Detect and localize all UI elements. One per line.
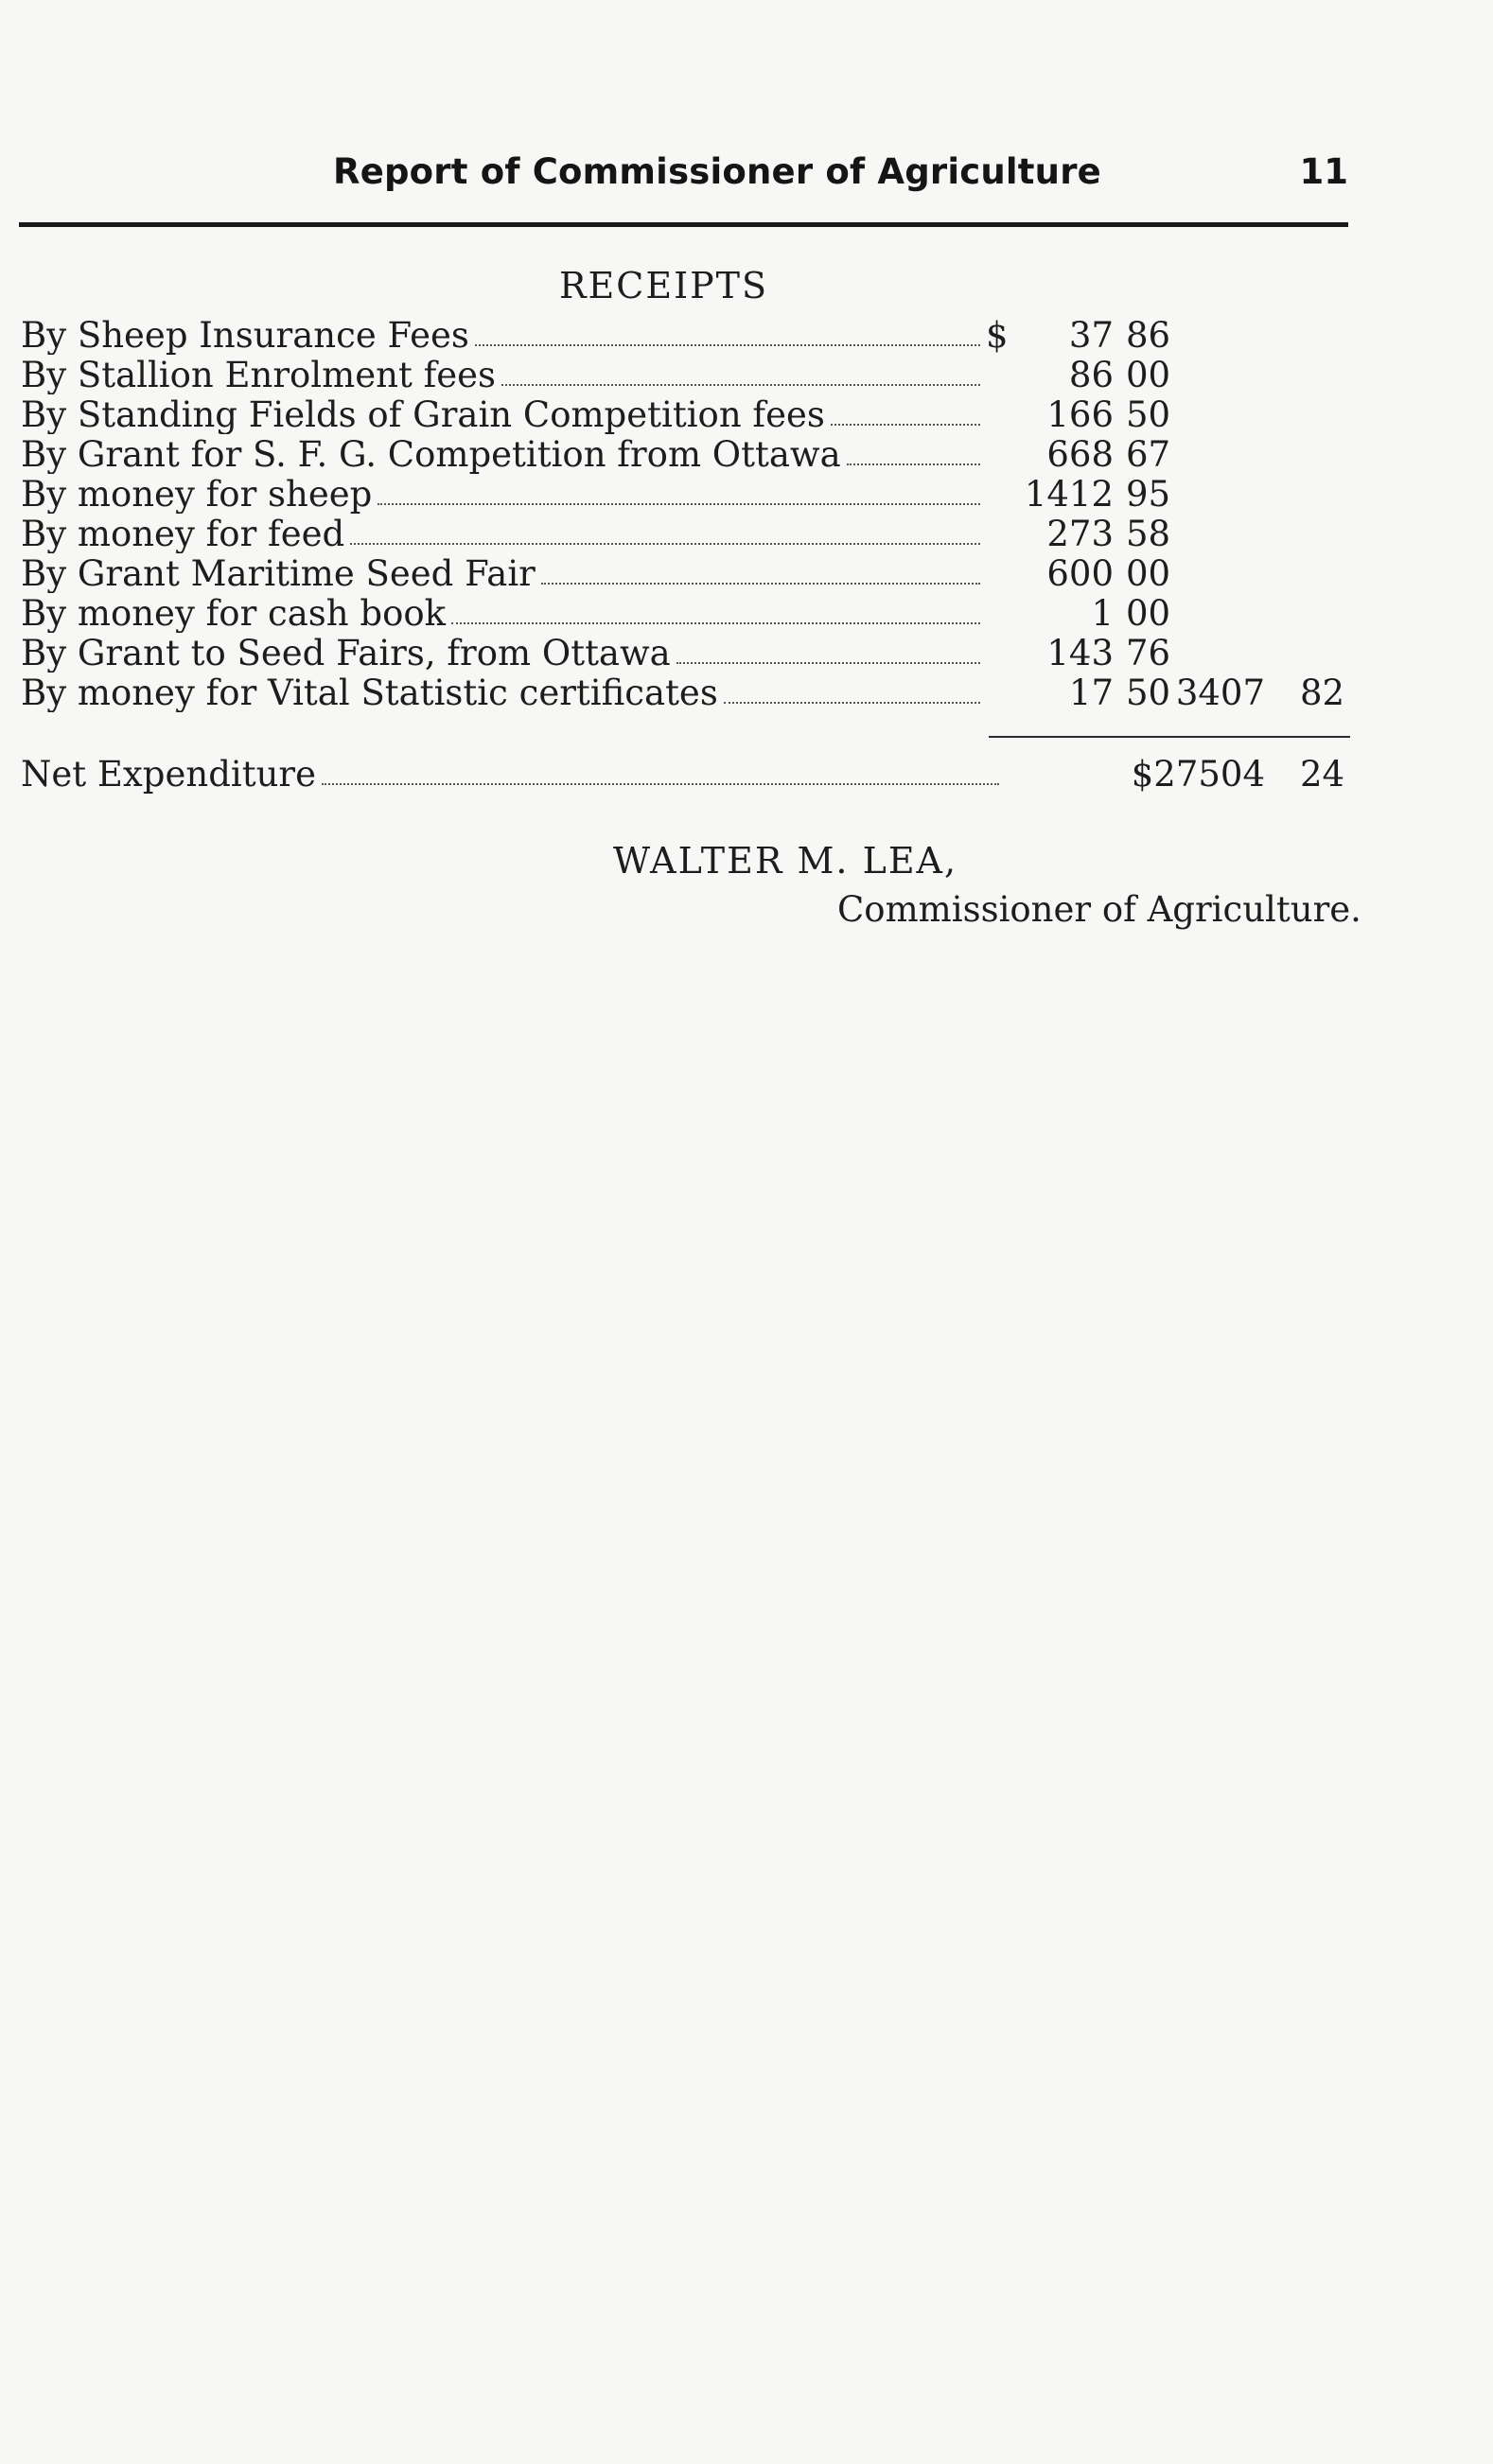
receipt-label: By Standing Fields of Grain Competition fees [21,394,825,434]
receipt-row [21,355,1350,394]
receipt-dollars: 1412 [1024,474,1114,515]
receipt-cents: 00 [1126,593,1171,634]
receipt-label: By Grant to Seed Fairs, from Ottawa [21,633,671,673]
receipt-label: By Stallion Enrolment fees [21,355,497,394]
receipt-row [21,434,1350,474]
receipt-label: By money for cash book [21,593,447,633]
page-number: 11 [1299,151,1348,192]
receipt-cents: 50 [1126,394,1171,435]
receipt-cents: 86 [1126,315,1171,356]
dot-leader [831,424,980,426]
receipt-row [21,593,1350,633]
receipt-dollars: 17 [1068,673,1114,713]
receipt-label: By money for feed [21,514,345,553]
sum-rule [989,736,1350,738]
receipt-row [21,394,1350,434]
net-expenditure-cents: 24 [1300,754,1345,795]
header-title: Report of Commissioner of Agriculture [333,151,1101,192]
receipt-dollars: 37 [1068,315,1114,356]
dot-leader [475,344,980,346]
dot-leader [541,583,980,585]
receipt-label: By money for Vital Statistic certificates [21,673,718,712]
receipt-cents: 67 [1126,434,1171,475]
receipt-label: By Grant Maritime Seed Fair [21,553,536,593]
receipt-row [21,673,1350,712]
signature-title: Commissioner of Agriculture. [837,889,1361,930]
receipts-title: RECEIPTS [558,265,769,306]
receipt-dollars: 1 [1091,593,1114,634]
dot-leader [847,463,980,465]
dot-leader [501,384,980,386]
dot-leader [378,503,980,505]
net-expenditure-dollars: $27504 [1131,754,1265,795]
receipt-row [21,633,1350,673]
receipts-total-cents: 82 [1300,673,1345,713]
receipt-dollars: 166 [1046,394,1114,435]
receipt-row [21,514,1350,553]
receipt-row [21,315,1350,355]
net-expenditure-label: Net Expenditure [21,754,316,794]
dot-leader [350,543,980,545]
receipt-dollars: 600 [1046,553,1114,594]
header-rule [19,222,1348,227]
dot-leader [451,622,980,624]
dot-leader [322,783,999,785]
receipt-dollars: 668 [1046,434,1114,475]
receipt-dollars: 86 [1068,355,1114,395]
dot-leader [676,662,980,664]
dot-leader [724,702,980,704]
receipt-cents: 00 [1126,553,1171,594]
receipt-row [21,553,1350,593]
receipt-row [21,474,1350,514]
receipt-dollars: 143 [1046,633,1114,673]
receipt-label: By Sheep Insurance Fees [21,315,469,355]
receipt-cents: 50 [1126,673,1171,713]
receipt-dollars: 273 [1046,514,1114,554]
page-header [21,142,1348,208]
receipts-list [21,315,1350,712]
receipt-label: By Grant for S. F. G. Competition from Ottawa [21,434,841,474]
currency-sign: $ [986,315,1009,356]
receipt-cents: 76 [1126,633,1171,673]
receipt-cents: 00 [1126,355,1171,395]
signature-name: WALTER M. LEA, [613,840,958,882]
receipts-total-dollars: 3407 [1175,673,1265,713]
receipt-label: By money for sheep [21,474,373,514]
receipt-cents: 95 [1126,474,1171,515]
receipt-cents: 58 [1126,514,1171,554]
net-expenditure-row [21,754,1350,795]
